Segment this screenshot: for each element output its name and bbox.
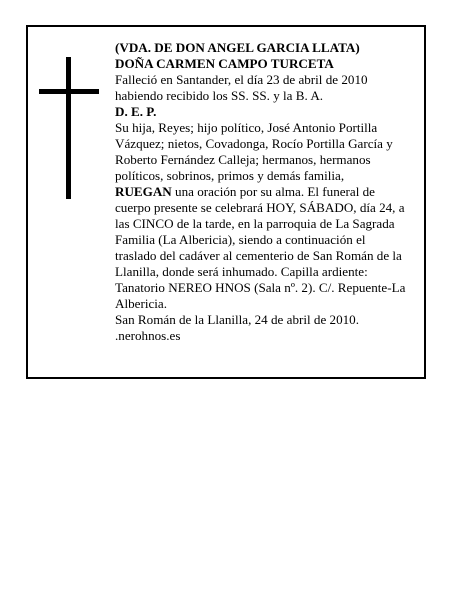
family-line: Roberto Fernández Calleja; hermanos, hermanos xyxy=(115,152,371,167)
family-line: Su hija, Reyes; hijo político, José Antonio Portilla xyxy=(115,120,378,135)
rip-line: D. E. P. xyxy=(115,104,157,119)
death-line: Falleció en Santander, el día 23 de abril de 2010 xyxy=(115,72,368,87)
obituary-notice xyxy=(26,25,426,379)
widow-line: (VDA. DE DON ANGEL GARCIA LLATA) xyxy=(115,40,360,55)
funeral-line: Albericia. xyxy=(115,296,167,311)
funeral-line: Tanatorio NEREO HNOS (Sala nº. 2). C/. Repuente-La xyxy=(115,280,406,295)
family-line: Vázquez; nietos, Covadonga, Rocío Portilla García y xyxy=(115,136,393,151)
notice-text xyxy=(115,40,425,344)
place-date: San Román de la Llanilla, 24 de abril de 2010. xyxy=(115,312,359,327)
family-line: políticos, sobrinos, primos y demás familia, xyxy=(115,168,345,183)
funeral-line: Llanilla, donde será inhumado. Capilla ardiente: xyxy=(115,264,368,279)
funeral-line: las CINCO de la tarde, en la parroquia de La Sagrada xyxy=(115,216,395,231)
ruegan-line xyxy=(115,184,425,200)
funeral-line: cuerpo presente se celebrará HOY, SÁBADO, día 24, a xyxy=(115,200,405,215)
deceased-name: DOÑA CARMEN CAMPO TURCETA xyxy=(115,56,334,71)
funeral-line: Familia (La Albericia), siendo a continuación el xyxy=(115,232,366,247)
cross-icon xyxy=(39,57,99,199)
website: .nerohnos.es xyxy=(115,328,181,343)
ruegan-rest: una oración por su alma. El funeral de xyxy=(171,184,375,199)
ruegan-word: RUEGAN xyxy=(115,184,172,199)
funeral-line: traslado del cadáver al cementerio de San Román de la xyxy=(115,248,402,263)
death-line: habiendo recibido los SS. SS. y la B. A. xyxy=(115,88,324,103)
